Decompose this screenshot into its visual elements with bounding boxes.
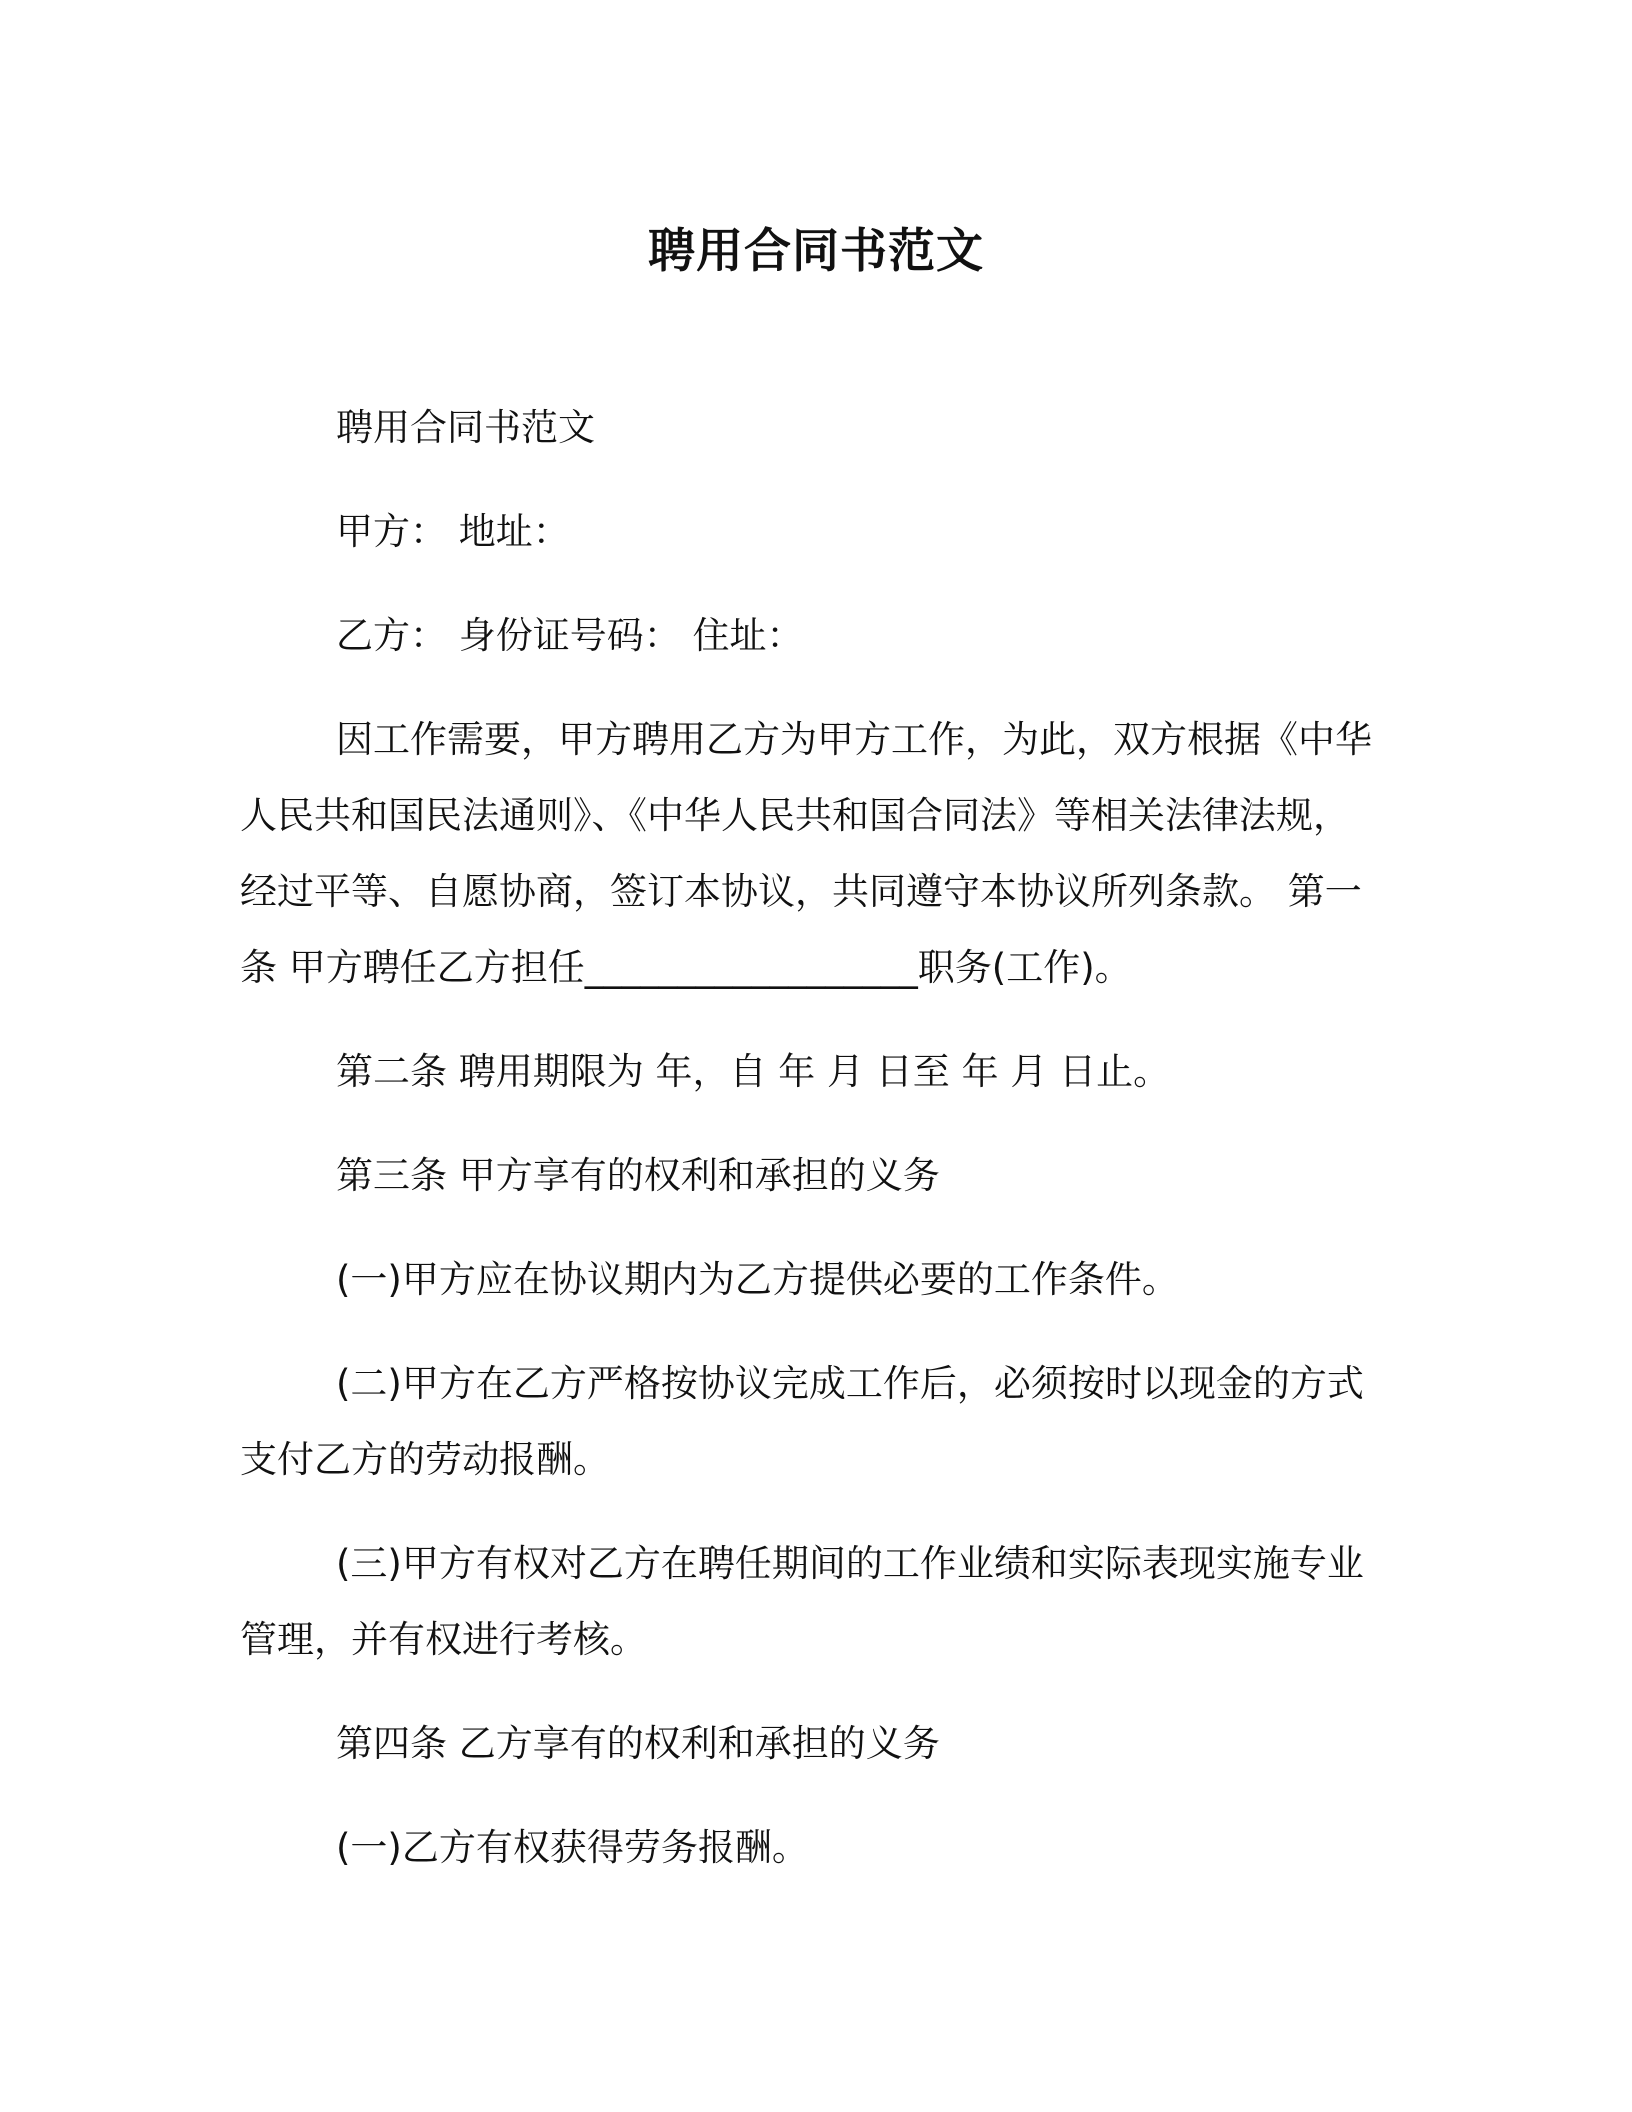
text-line: 经过平等、自愿协商，签订本协议，共同遵守本协议所列条款。 第一 bbox=[240, 870, 1362, 913]
paragraph-article-3 bbox=[240, 1138, 1374, 1214]
text-line: 人民共和国民法通则》、《中华人民共和国合同法》等相关法律法规， bbox=[240, 794, 1350, 837]
text-line: 乙方： 身份证号码： 住址： bbox=[336, 614, 804, 657]
text-line: (一)乙方有权获得劳务报酬。 bbox=[336, 1826, 809, 1869]
text-line: (一)甲方应在协议期内为乙方提供必要的工作条件。 bbox=[336, 1258, 1179, 1301]
paragraph-article-2 bbox=[240, 1034, 1374, 1110]
text-line: 聘用合同书范文 bbox=[336, 406, 595, 449]
paragraph-article-4-item-1 bbox=[240, 1810, 1374, 1886]
text-line: 甲方： 地址： bbox=[336, 510, 570, 553]
paragraph-article-3-item-3 bbox=[240, 1526, 1374, 1678]
paragraph-subtitle bbox=[240, 390, 1374, 466]
text-line: (三)甲方有权对乙方在聘任期间的工作业绩和实际表现实施专业 bbox=[336, 1542, 1364, 1585]
paragraph-party-b bbox=[240, 598, 1374, 674]
text-line: 第三条 甲方享有的权利和承担的义务 bbox=[336, 1154, 940, 1197]
text-line: 因工作需要，甲方聘用乙方为甲方工作，为此，双方根据《中华 bbox=[336, 718, 1372, 761]
text-line: 支付乙方的劳动报酬。 bbox=[240, 1438, 610, 1481]
paragraph-article-4 bbox=[240, 1706, 1374, 1782]
text-line: (二)甲方在乙方严格按协议完成工作后，必须按时以现金的方式 bbox=[336, 1362, 1364, 1405]
paragraph-article-3-item-1 bbox=[240, 1242, 1374, 1318]
text-line: 第四条 乙方享有的权利和承担的义务 bbox=[336, 1722, 940, 1765]
paragraph-article-3-item-2 bbox=[240, 1346, 1374, 1498]
document-body bbox=[240, 390, 1374, 1914]
paragraph-party-a bbox=[240, 494, 1374, 570]
document-title: 聘用合同书范文 bbox=[648, 224, 984, 279]
text-line: 条 甲方聘任乙方担任__________________职务(工作)。 bbox=[240, 946, 1132, 989]
text-line: 管理，并有权进行考核。 bbox=[240, 1618, 647, 1661]
paragraph-preamble-article-1 bbox=[240, 702, 1374, 1006]
text-line: 第二条 聘用期限为 年，自 年 月 日至 年 月 日止。 bbox=[336, 1050, 1171, 1093]
